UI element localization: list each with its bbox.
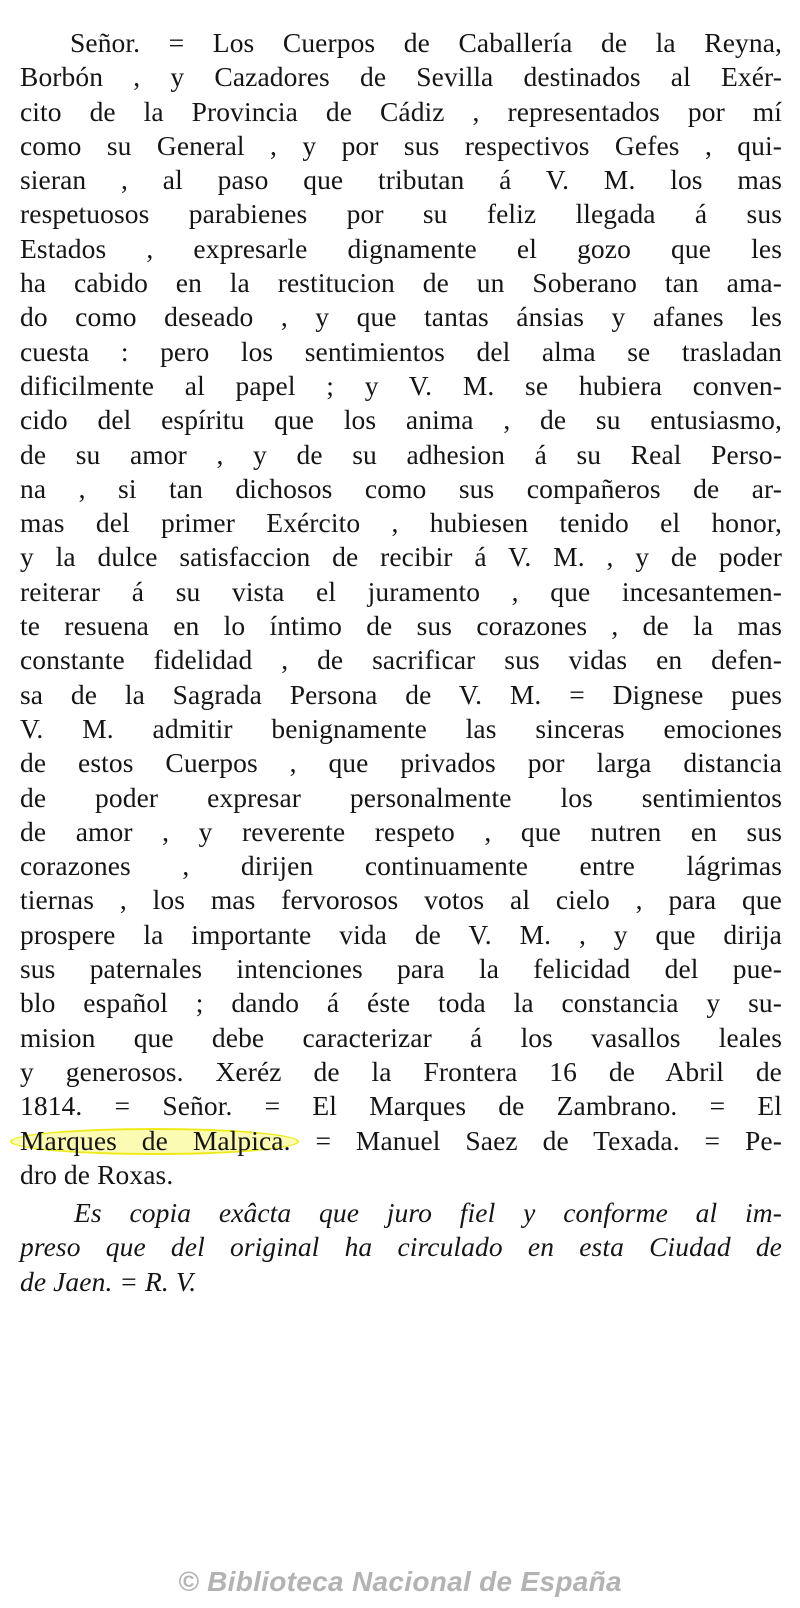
text-line: mision que debe caracterizar á los vasallos leales (20, 1021, 782, 1053)
text-line: sieran , al paso que tributan á V. M. los mas (20, 164, 782, 196)
text-line: tiernas , los mas fervorosos votos al cielo , para que (20, 884, 782, 916)
text-line: como su General , y por sus respectivos Gefes , qui- (20, 129, 782, 161)
text-line: V. M. admitir benignamente las sinceras emociones (20, 712, 782, 744)
text-line: te resuena en lo íntimo de sus corazones , de la mas (20, 610, 782, 642)
text-line: cito de la Provincia de Cádiz , representados por mí (20, 95, 782, 127)
highlighted-line (20, 1124, 782, 1158)
text-line: sus paternales intenciones para la felicidad del pue- (20, 953, 782, 985)
text-line: Señor. = Los Cuerpos de Caballería de la Reyna, (70, 27, 782, 58)
copy-note-line: de Jaen. = R. V. (20, 1265, 197, 1297)
text-line: prospere la importante vida de V. M. , y que dirija (20, 918, 782, 950)
text-line: dro de Roxas. (20, 1158, 174, 1190)
text-line: 1814. = Señor. = El Marques de Zambrano. = El (20, 1090, 782, 1122)
text-line: Borbón , y Cazadores de Sevilla destinados al Exér- (20, 61, 782, 93)
copy-note (20, 1196, 782, 1299)
text-line: y generosos. Xeréz de la Frontera 16 de Abril de (20, 1055, 782, 1087)
text-line: ha cabido en la restitucion de un Soberano tan ama- (20, 267, 782, 299)
copy-note-line: preso que del original ha circulado en esta Ciudad de (20, 1231, 782, 1263)
text-line: constante fidelidad , de sacrificar sus vidas en defen- (20, 644, 782, 676)
copy-note-line: Es copia exâcta que juro fiel y conforme al im- (74, 1197, 782, 1229)
text-fragment: = Manuel Saez de Texada. = Pe- (290, 1124, 782, 1156)
library-watermark: © Biblioteca Nacional de España (178, 1566, 622, 1597)
text-line: reiterar á su vista el juramento , que incesantemen- (20, 575, 782, 607)
search-highlight: Marques de Malpica. (20, 1124, 291, 1156)
text-line: blo español ; dando á éste toda la constancia y su- (20, 987, 782, 1019)
text-line: cuesta : pero los sentimientos del alma se trasladan (20, 335, 782, 367)
text-line: Estados , expresarle dignamente el gozo que les (20, 232, 782, 264)
text-line: cido del espíritu que los anima , de su entusiasmo, (20, 404, 782, 436)
text-line: de estos Cuerpos , que privados por larga distancia (20, 747, 782, 779)
letter-body (20, 26, 782, 1299)
text-line: dificilmente al papel ; y V. M. se hubiera conven- (20, 369, 782, 401)
text-line: do como deseado , y que tantas ánsias y afanes les (20, 301, 782, 333)
text-line: de amor , y reverente respeto , que nutren en sus (20, 815, 782, 847)
text-line: de poder expresar personalmente los sentimientos (20, 781, 782, 813)
text-line: respetuosos parabienes por su feliz llegada á sus (20, 198, 782, 230)
text-line: y la dulce satisfaccion de recibir á V. M. , y de poder (20, 541, 782, 573)
text-line: sa de la Sagrada Persona de V. M. = Dignese pues (20, 678, 782, 710)
text-line: corazones , dirijen continuamente entre lágrimas (20, 850, 782, 882)
text-line: na , si tan dichosos como sus compañeros de ar- (20, 472, 782, 504)
text-line: de su amor , y de su adhesion á su Real Perso- (20, 438, 782, 470)
text-line: mas del primer Exército , hubiesen tenido el honor, (20, 507, 782, 539)
